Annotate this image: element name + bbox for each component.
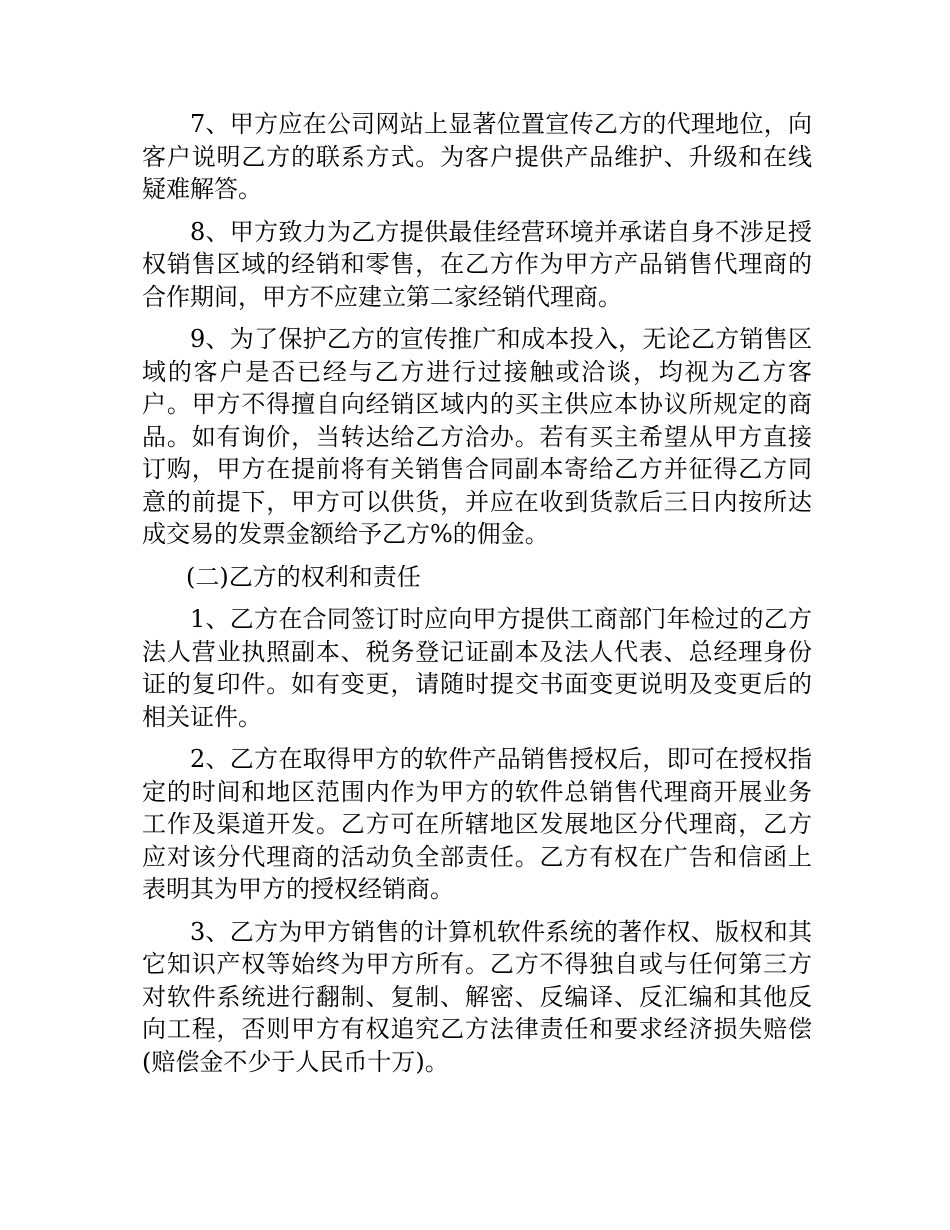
- clause-7-paragraph: 7、甲方应在公司网站上显著位置宣传乙方的代理地位，向客户说明乙方的联系方式。为客户提供产品维护、升级和在线疑难解答。: [142, 110, 812, 203]
- section-heading-party-b: (二)乙方的权利和责任: [186, 562, 421, 591]
- document-page: [142, 108, 812, 1088]
- party-b-clause-2-paragraph: 2、乙方在取得甲方的软件产品销售授权后，即可在授权指定的时间和地区范围内作为甲方的软件总销售代理商开展业务工作及渠道开发。乙方可在所辖地区发展地区分代理商，乙方应对该分代理商的活动负全部责任。乙方有权在广告和信函上表明其为甲方的授权经销商。: [142, 745, 812, 903]
- party-b-clause-3-paragraph: 3、乙方为甲方销售的计算机软件系统的著作权、版权和其它知识产权等始终为甲方所有。乙方不得独自或与任何第三方对软件系统进行翻制、复制、解密、反编译、反汇编和其他反向工程，否则甲方有权追究乙方法律责任和要求经济损失赔偿(赔偿金不少于人民币十万)。: [142, 917, 812, 1076]
- party-b-clause-1-paragraph: 1、乙方在合同签订时应向甲方提供工商部门年检过的乙方法人营业执照副本、税务登记证副本及法人代表、总经理身份证的复印件。如有变更，请随时提交书面变更说明及变更后的相关证件。: [142, 605, 812, 731]
- clause-9-paragraph: 9、为了保护乙方的宣传推广和成本投入，无论乙方销售区域的客户是否已经与乙方进行过接触或洽谈，均视为乙方客户。甲方不得擅自向经销区域内的买主供应本协议所规定的商品。如有询价，当转达给乙方洽办。若有买主希望从甲方直接订购，甲方在提前将有关销售合同副本寄给乙方并征得乙方同意的前提下，甲方可以供货，并应在收到货款后三日内按所达成交易的发票金额给予乙方%的佣金。: [142, 325, 812, 548]
- clause-8-paragraph: 8、甲方致力为乙方提供最佳经营环境并承诺自身不涉足授权销售区域的经销和零售，在乙方作为甲方产品销售代理商的合作期间，甲方不应建立第二家经销代理商。: [142, 217, 812, 311]
